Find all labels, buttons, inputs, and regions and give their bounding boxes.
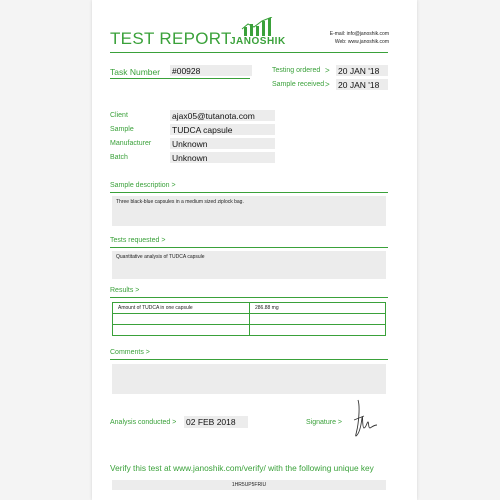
sample-received-value: 20 JAN '18	[338, 80, 380, 90]
sample-description-label: Sample description >	[110, 182, 176, 189]
testing-ordered-value: 20 JAN '18	[338, 66, 380, 76]
header-divider	[110, 52, 388, 53]
results-label: Results >	[110, 287, 140, 294]
contact-web: Web: www.janoshik.com	[334, 39, 389, 45]
bar-chart-logo-icon	[240, 17, 280, 37]
tests-requested-label: Tests requested >	[110, 237, 166, 244]
task-divider	[110, 78, 250, 79]
result-name-cell	[113, 314, 250, 325]
testing-ordered-chevron-icon: >	[325, 66, 330, 75]
testing-ordered-label: Testing ordered	[272, 67, 321, 74]
verify-text: Verify this test at www.janoshik.com/verify/ with the following unique key	[110, 463, 374, 473]
tests-requested-divider	[110, 247, 388, 248]
sample-label: Sample	[110, 126, 134, 133]
task-number-label: Task Number	[110, 67, 161, 77]
signature-label: Signature >	[306, 419, 342, 426]
logo-text: JANOSHIK	[230, 36, 286, 47]
result-value-cell	[250, 325, 386, 336]
result-value-cell: 286.88 mg	[250, 303, 386, 314]
task-number-value: #00928	[172, 66, 201, 76]
tests-requested-text: Quantitative analysis of TUDCA capsule	[116, 254, 205, 260]
client-value: ajax05@tutanota.com	[172, 111, 255, 121]
result-name-cell	[113, 325, 250, 336]
test-report-page	[92, 0, 417, 500]
manufacturer-value: Unknown	[172, 139, 208, 149]
analysis-conducted-label: Analysis conducted >	[110, 419, 177, 426]
manufacturer-label: Manufacturer	[110, 140, 152, 147]
contact-email: E-mail: info@janoshik.com	[329, 31, 389, 37]
batch-value: Unknown	[172, 153, 208, 163]
comments-label: Comments >	[110, 349, 150, 356]
comments-divider	[110, 359, 388, 360]
sample-description-text: Three black-blue capsules in a medium sized ziplock bag.	[116, 199, 244, 205]
sample-value: TUDCA capsule	[172, 125, 233, 135]
client-label: Client	[110, 112, 128, 119]
signature-icon	[350, 398, 380, 438]
result-name-cell: Amount of TUDCA in one capsule	[113, 303, 250, 314]
sample-description-divider	[110, 192, 388, 193]
table-row	[113, 314, 386, 325]
report-title: TEST REPORT	[110, 29, 232, 48]
batch-label: Batch	[110, 154, 128, 161]
sample-received-chevron-icon: >	[325, 80, 330, 89]
janoshik-logo	[230, 17, 290, 49]
results-table	[112, 302, 386, 336]
sample-received-label: Sample received	[272, 81, 325, 88]
table-row	[113, 325, 386, 336]
analysis-date-value: 02 FEB 2018	[186, 417, 236, 427]
verification-key: 1HR5UP5FRIU	[231, 482, 267, 488]
comments-box	[112, 364, 386, 394]
table-row	[113, 303, 386, 314]
results-divider	[110, 297, 388, 298]
result-value-cell	[250, 314, 386, 325]
